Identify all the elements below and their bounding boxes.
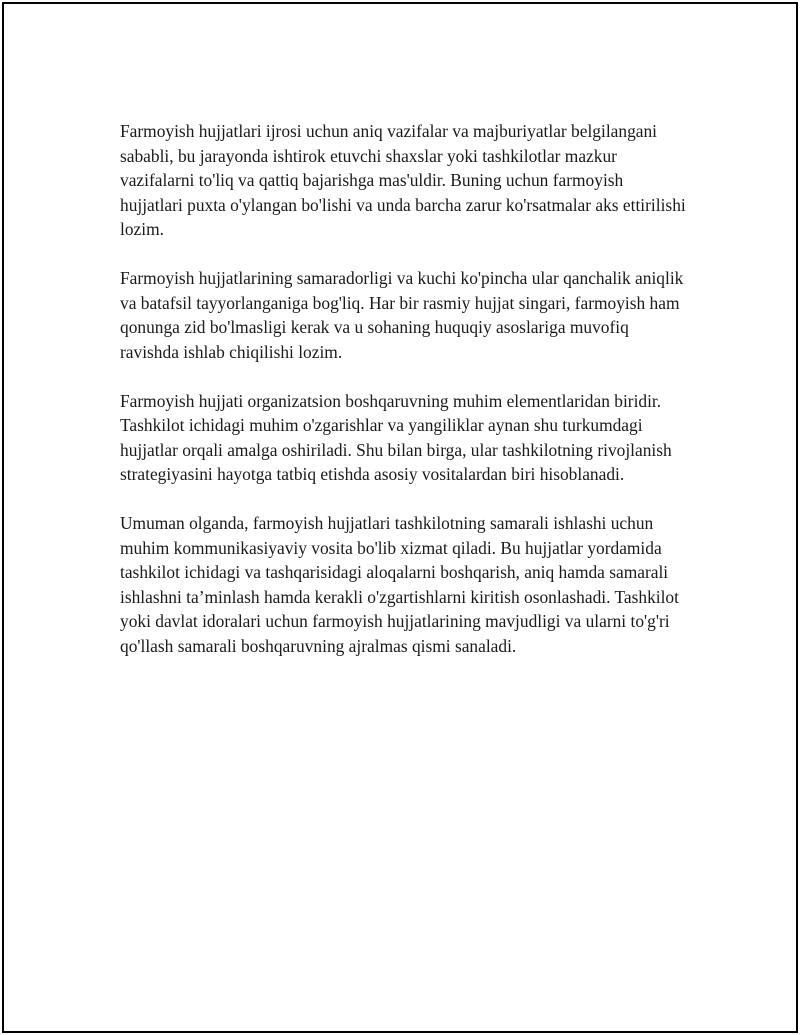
- paragraph-2: Farmoyish hujjatlarining samaradorligi va kuchi ko'pincha ular qanchalik aniqlik va batafsil tayyorlanganiga bog'liq. Har bir rasmiy hujjat singari, farmoyish ham qonunga zid bo'lmasligi kerak va u sohaning huquqiy asoslariga muvofiq ravishda ishlab chiqilishi lozim.: [120, 268, 684, 362]
- document-page: [2, 2, 798, 1033]
- paragraph-1: Farmoyish hujjatlari ijrosi uchun aniq vazifalar va majburiyatlar belgilangani sababli, bu jarayonda ishtirok etuvchi shaxslar yoki tashkilotlar mazkur vazifalarni to'liq va qattiq bajarishga mas'uldir. Buning uchun farmoyish hujjatlari puxta o'ylangan bo'lishi va unda barcha zarur ko'rsatmalar aks ettirilishi lozim.: [120, 121, 686, 239]
- paragraph-3: Farmoyish hujjati organizatsion boshqaruvning muhim elementlaridan biridir. Tashkilot ichidagi muhim o'zgarishlar va yangiliklar aynan shu turkumdagi hujjatlar orqali amalga oshiriladi. Shu bilan birga, ular tashkilotning rivojlanish strategiyasini hayotga tatbiq etishda asosiy vositalardan biri hisoblanadi.: [120, 390, 672, 484]
- paragraph-4: Umuman olganda, farmoyish hujjatlari tashkilotning samarali ishlashi uchun muhim kommunikasiyaviy vosita bo'lib xizmat qiladi. Bu hujjatlar yordamida tashkilot ichidagi va tashqarisidagi aloqalarni boshqarish, aniq hamda samarali ishlashni ta’minlash hamda kerakli o'zgartishlarni kiritish osonlashadi. Tashkilot yoki davlat idoralari uchun farmoyish hujjatlarining mavjudligi va ularni to'g'ri qo'llash samarali boshqaruvning ajralmas qismi sanaladi.: [120, 513, 679, 656]
- document-body: [120, 119, 690, 683]
